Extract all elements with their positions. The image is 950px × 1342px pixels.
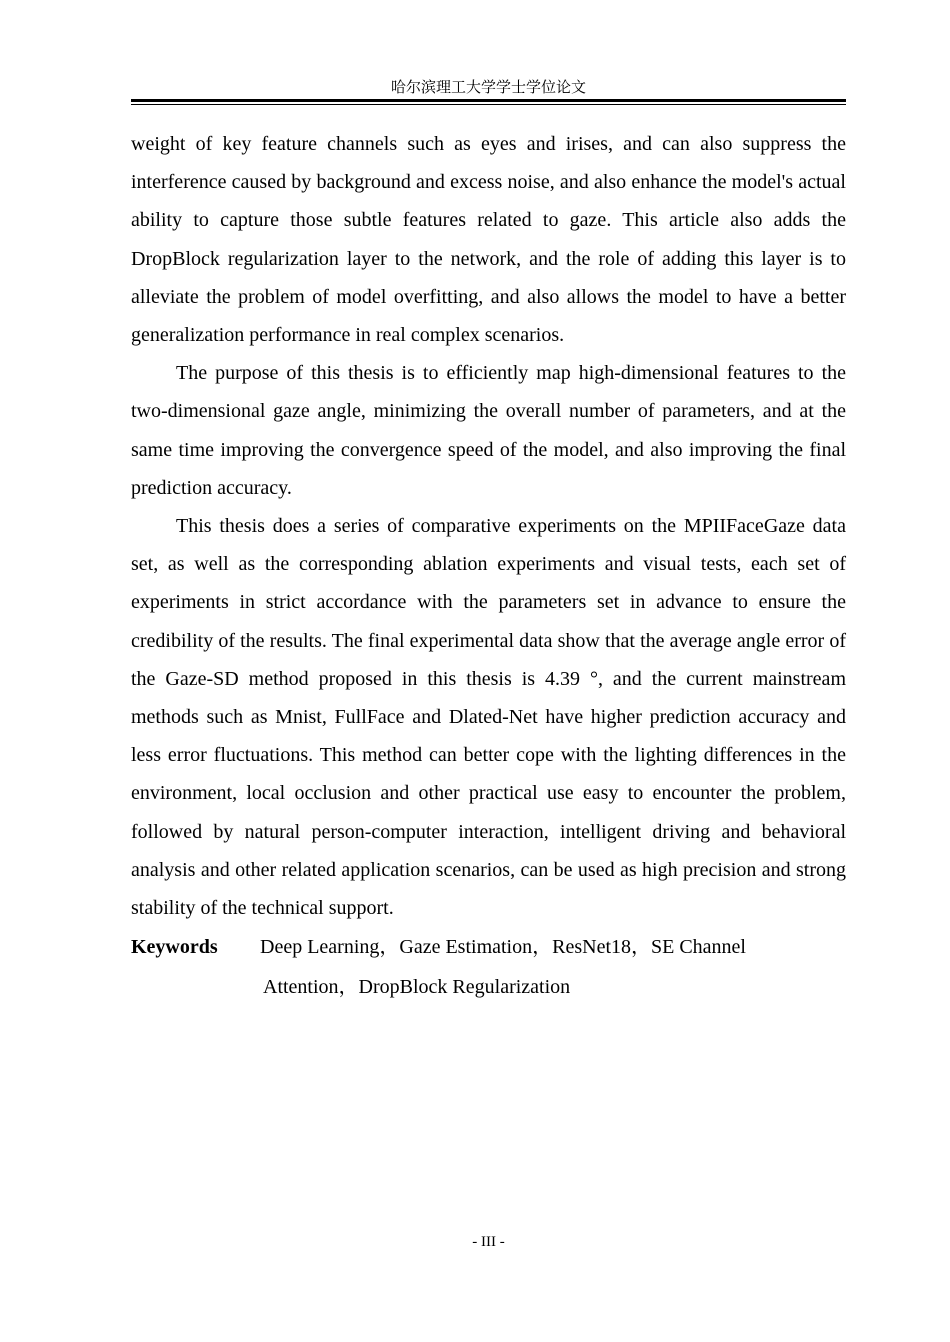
page-number: - III - xyxy=(472,1234,505,1250)
abstract-paragraph-3: This thesis does a series of comparative experiments on the MPIIFaceGaze data set, as well as the corresponding ablation experiments and visual tests, each set of experiments in strict accordance with the parameters set in advance to ensure the credibility of the results. The final experimental data show that the average angle error of the Gaze-SD method proposed in this thesis is 4.39 °, and the current mainstream methods such as Mnist, FullFace and Dlated-Net have higher prediction accuracy and less error fluctuations. This method can better cope with the lighting differences in the environment, local occlusion and other practical use easy to encounter the problem, followed by natural person-computer interaction, intelligent driving and behavioral analysis and other related application scenarios, can be used as high precision and strong stability of the technical support. xyxy=(131,515,846,920)
header-title: 哈尔滨理工大学学士学位论文 xyxy=(390,78,586,96)
keywords-label: Keywords xyxy=(131,936,218,958)
abstract-paragraph-2: The purpose of this thesis is to efficiently map high-dimensional features to the two-dimensional gaze angle, minimizing the overall number of parameters, and at the same time improving the convergence speed of the model, and also improving the final prediction accuracy. xyxy=(131,362,846,499)
header-rule-thin xyxy=(131,104,846,105)
page-header xyxy=(131,78,846,96)
keywords-list-line-1: Deep Learning，Gaze Estimation，ResNet18，SE Channel xyxy=(260,936,746,958)
abstract-paragraph-1: weight of key feature channels such as eyes and irises, and can also suppress the interference caused by background and excess noise, and also enhance the model's actual ability to capture those subtle features related to gaze. This article also adds the DropBlock regularization layer to the network, and the role of adding this layer is to alleviate the problem of model overfitting, and also allows the model to have a better generalization performance in real complex scenarios. xyxy=(131,133,846,347)
header-rule-thick xyxy=(131,99,846,102)
abstract-body xyxy=(131,125,846,927)
page-footer xyxy=(131,1232,846,1252)
keywords-list-line-2: Attention，DropBlock Regularization xyxy=(263,976,571,998)
